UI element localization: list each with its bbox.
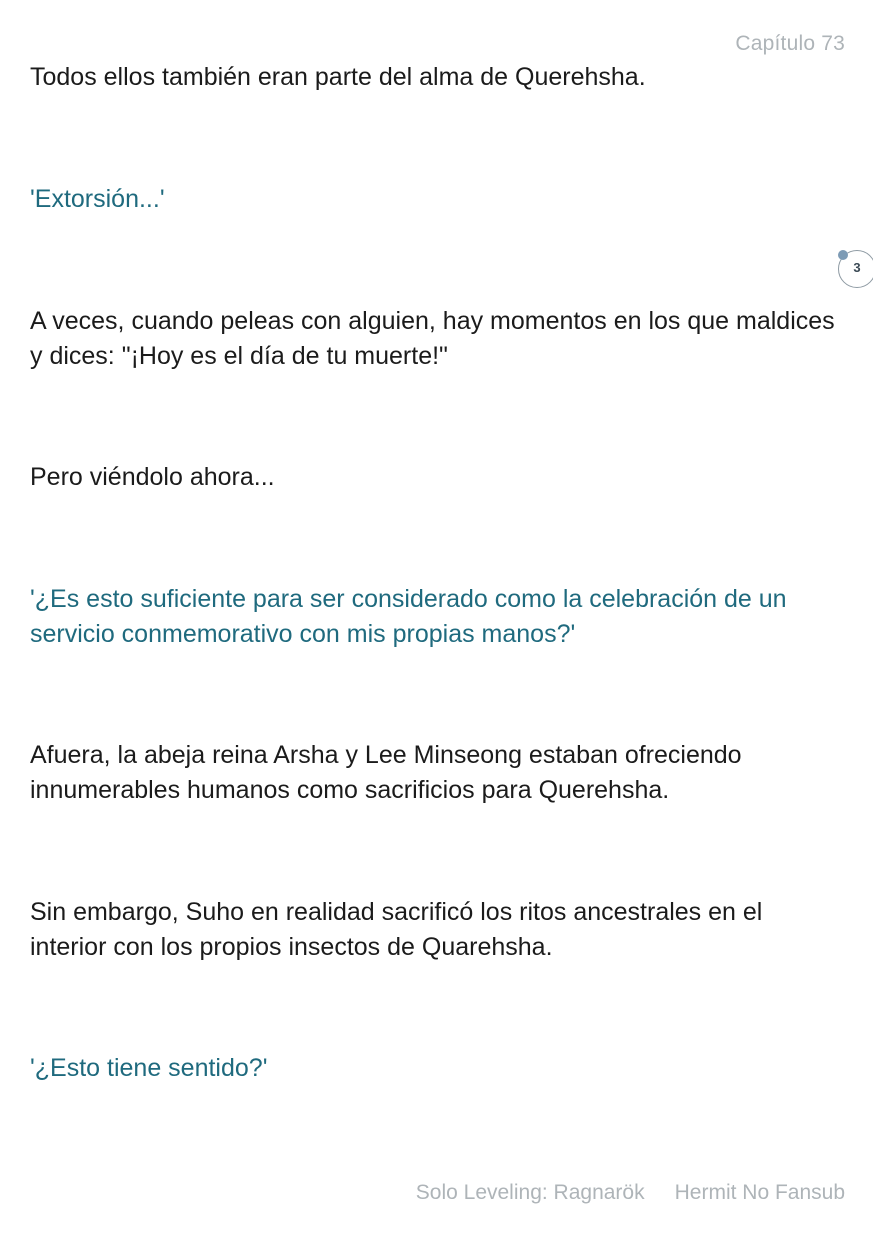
paragraph-narration: A veces, cuando peleas con alguien, hay momentos en los que maldices y dices: "¡Hoy es el día de tu muerte!": [30, 307, 835, 370]
paragraph-narration: Todos ellos también eran parte del alma de Querehsha.: [30, 63, 646, 91]
footer: [416, 1181, 845, 1205]
paragraph-thought: '¿Es esto suficiente para ser considerado como la celebración de un servicio conmemorativo con mis propias manos?': [30, 585, 787, 648]
paragraph-narration: Afuera, la abeja reina Arsha y Lee Minseong estaban ofreciendo innumerables humanos como sacrificios para Querehsha.: [30, 741, 742, 804]
translator-credit: Hermit No Fansub: [674, 1181, 845, 1204]
chapter-title: Capítulo 73: [735, 32, 845, 55]
paragraph-narration: Sin embargo, Suho en realidad sacrificó los ritos ancestrales en el interior con los propios insectos de Quarehsha.: [30, 898, 763, 961]
paragraph-thought: '¿Esto tiene sentido?': [30, 1054, 268, 1082]
paragraph-comment-button[interactable]: [838, 250, 873, 288]
comment-count: 3: [853, 260, 861, 275]
paragraph-narration: Pero viéndolo ahora...: [30, 463, 275, 491]
unread-indicator-dot: [838, 250, 848, 260]
novel-title: Solo Leveling: Ragnarök: [415, 1181, 645, 1204]
paragraph-thought: 'Extorsión...': [30, 185, 165, 213]
